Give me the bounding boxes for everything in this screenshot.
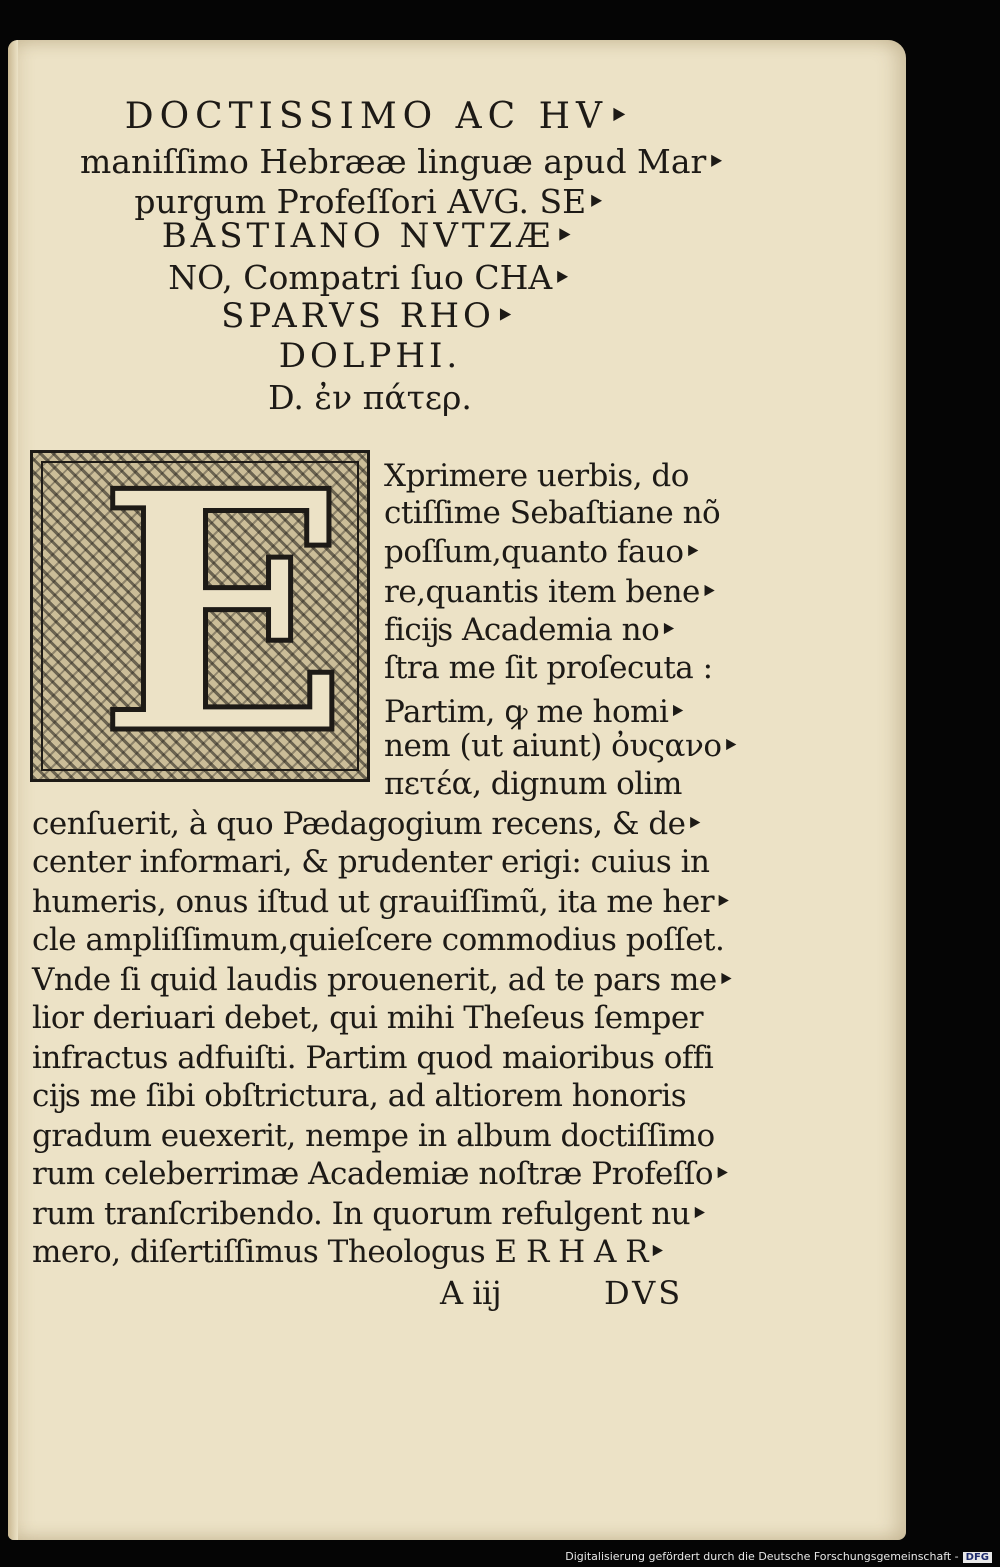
page-gutter — [8, 40, 18, 1540]
body-line-16: infractus adfuiſti. Partim quod maioribus offi — [32, 1040, 714, 1076]
heading-line-5: NO, Compatri ſuo CHA‣ — [168, 258, 572, 297]
body-line-1: Xprimere uerbis, do — [384, 458, 689, 494]
body-line-11: center informari, & prudenter erigi: cuius in — [32, 844, 710, 880]
body-line-6: ſtra me ſit proſecuta : — [384, 650, 713, 686]
heading-greek-salutation: D. ἐν πάτερ. — [268, 378, 472, 417]
body-line-17: cĳs me ſibi obſtrictura, ad altiorem honoris — [32, 1078, 687, 1114]
catchword: DVS — [604, 1274, 684, 1312]
heading-line-6: SPARVS RHO‣ — [221, 296, 519, 336]
dfg-logo: DFG — [963, 1552, 992, 1563]
digitization-credit — [565, 1550, 992, 1563]
decorated-initial — [30, 419, 370, 807]
body-line-14: Vnde ſi quid laudis prouenerit, ad te pars me‣ — [32, 962, 735, 998]
body-line-8: nem (ut aiunt) ὀυςανο‣ — [384, 728, 740, 764]
heading-line-7: DOLPHI. — [278, 336, 462, 376]
body-line-21: mero, diſertiſſimus Theologus E R H A R‣ — [32, 1234, 666, 1270]
heading-line-1: DOCTISSIMO AC HV‣ — [124, 96, 636, 137]
heading-line-4: BASTIANO NVTZÆ‣ — [161, 216, 579, 256]
body-line-4: re,quantis item bene‣ — [384, 574, 718, 610]
heading-line-3: purgum Profeſſori AVG. SE‣ — [134, 182, 606, 221]
body-line-18: gradum euexerit, nempe in album doctiſſimo — [32, 1118, 715, 1154]
body-line-9: πετέα, dignum olim — [384, 766, 682, 802]
initial-letter: E — [97, 419, 349, 807]
body-line-10: cenſuerit, à quo Pædagogium recens, & de‣ — [32, 806, 704, 842]
body-line-2: ctiſſime Sebaſtiane nõ — [384, 495, 721, 531]
body-line-20: rum tranſcribendo. In quorum refulgent nu‣ — [32, 1196, 708, 1232]
body-line-7: Partim, ꝙ me homi‣ — [384, 694, 687, 730]
body-line-3: poſſum,quanto fauo‣ — [384, 534, 702, 570]
body-line-12: humeris, onus iſtud ut grauiſſimũ, ita me her‣ — [32, 884, 732, 920]
heading-line-2: maniſſimo Hebrææ linguæ apud Mar‣ — [80, 142, 726, 181]
signature-mark: A iij — [440, 1274, 502, 1312]
digitization-credit-text: Digitalisierung gefördert durch die Deutsche Forschungsgemeinschaft - — [565, 1550, 959, 1563]
body-line-15: lior deriuari debet, qui mihi Theſeus ſemper — [32, 1000, 704, 1036]
body-line-5: ficĳs Academia no‣ — [384, 612, 678, 648]
body-line-19: rum celeberrimæ Academiæ noſtræ Profeſſo‣ — [32, 1156, 731, 1192]
body-line-13: cle ampliſſimum,quieſcere commodius poſſet. — [32, 922, 725, 958]
